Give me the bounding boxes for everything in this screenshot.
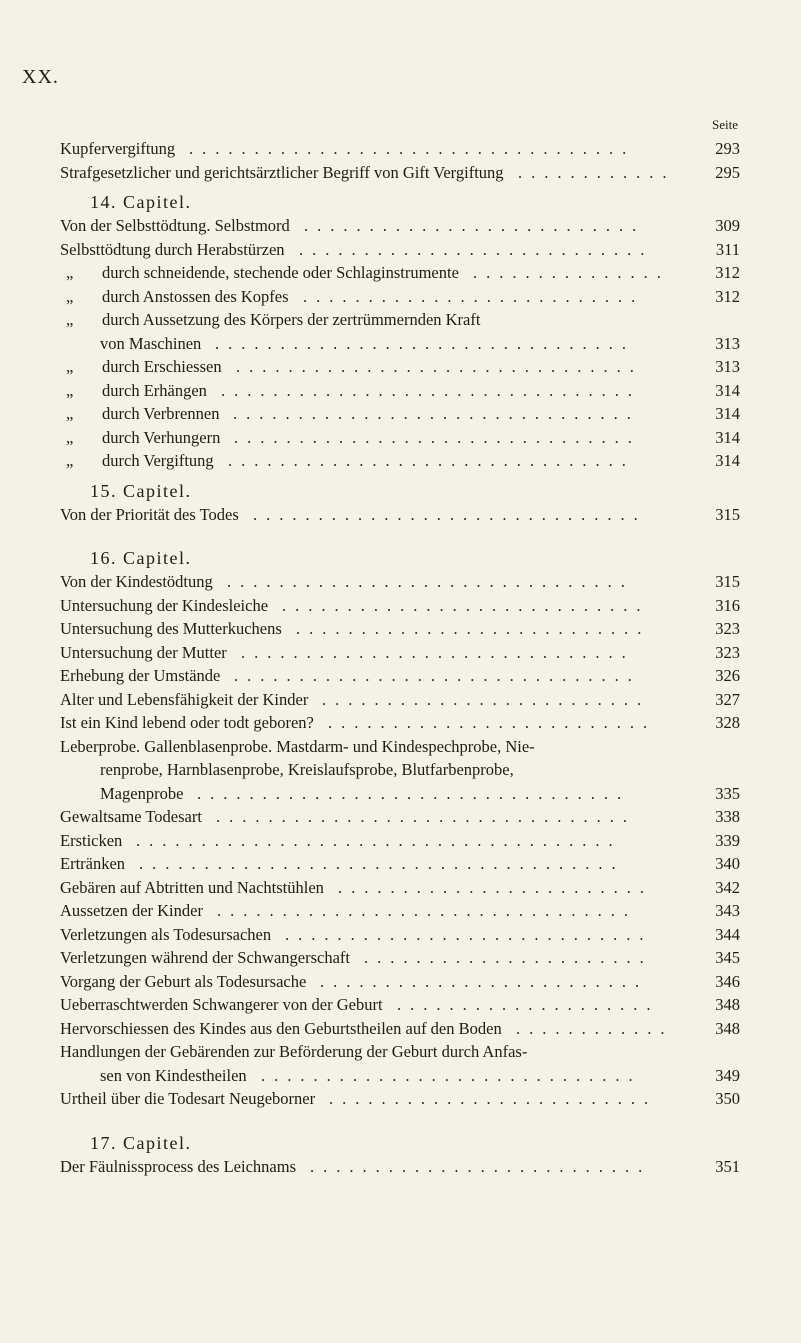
leader-dots: .......................... <box>304 216 646 235</box>
page-number: 312 <box>715 263 740 282</box>
page-number: 351 <box>715 1156 740 1176</box>
leader-dots: ........................... <box>296 619 651 638</box>
chapter-heading <box>60 474 740 504</box>
ditto-mark: „ <box>66 404 74 423</box>
toc-entry <box>60 1041 740 1065</box>
toc-entry <box>60 239 740 263</box>
toc-entry <box>60 450 740 474</box>
leader-dots: .............................. <box>241 642 635 662</box>
entry-title: Untersuchung des Mutterkuchens <box>60 619 282 638</box>
toc-entry <box>60 877 740 901</box>
page-number: 335 <box>715 783 740 803</box>
leader-dots: ..................................... <box>139 854 625 873</box>
chapter-title: 15. Capitel. <box>90 480 192 501</box>
toc-entry <box>60 595 740 619</box>
entry-title: Handlungen der Gebärenden zur Beförderung der Geburt durch Anfas- <box>60 1042 528 1061</box>
entry-title: durch schneidende, stechende oder Schlaginstrumente <box>102 263 459 282</box>
leader-dots: ......................... <box>328 713 657 732</box>
chapter-heading <box>60 185 740 215</box>
entry-title: von Maschinen <box>100 333 202 353</box>
chapter-title: 17. Capitel. <box>90 1132 192 1153</box>
page-number: 316 <box>715 595 740 615</box>
leader-dots: ............................ <box>282 595 650 615</box>
entry-title: Von der Selbsttödtung. Selbstmord <box>60 216 290 235</box>
toc-entry <box>60 642 740 666</box>
leader-dots: ...................... <box>364 948 653 967</box>
toc-entry <box>60 853 740 877</box>
toc-entry <box>60 736 740 760</box>
toc-entry <box>60 947 740 971</box>
entry-title: Leberprobe. Gallenblasenprobe. Mastdarm- und Kindespechprobe, Nie- <box>60 736 535 756</box>
page-number: 313 <box>715 333 740 353</box>
page-number: 293 <box>715 139 740 158</box>
leader-dots: ................................ <box>217 901 637 920</box>
toc-entry <box>60 162 740 186</box>
toc-entry <box>60 504 740 528</box>
entry-title: Verletzungen als Todesursachen <box>60 924 272 944</box>
leader-dots: ................................ <box>215 333 635 353</box>
page-number: 314 <box>715 404 740 423</box>
entry-title: Verletzungen während der Schwangerschaft <box>60 948 350 967</box>
toc-entry <box>60 262 740 286</box>
leader-dots: .......................... <box>310 1156 652 1176</box>
leader-dots: ............................... <box>234 427 641 447</box>
leader-dots: .................... <box>397 995 660 1014</box>
page-number: 323 <box>715 642 740 662</box>
entry-title: Von der Kindestödtung <box>60 572 213 591</box>
entry-title: durch Erhängen <box>102 380 207 400</box>
page-number: 344 <box>715 924 740 944</box>
leader-dots: ..................................... <box>136 830 622 850</box>
page-number: 323 <box>715 619 740 638</box>
page-number: 295 <box>715 162 740 182</box>
entry-title: Der Fäulnissprocess des Leichnams <box>60 1156 296 1176</box>
page-number: 326 <box>715 666 740 685</box>
entry-title: durch Verhungern <box>102 427 221 447</box>
entry-title: Urtheil über die Todesart Neugeborner <box>60 1089 316 1108</box>
page-number: 327 <box>715 689 740 709</box>
entry-title: Ertränken <box>60 854 126 873</box>
leader-dots: ............................... <box>228 451 635 470</box>
entry-title: durch Aussetzung des Körpers der zertrümmernden Kraft <box>102 310 481 329</box>
leader-dots: ............................... <box>234 666 641 685</box>
leader-dots: ......................... <box>320 971 649 991</box>
page-number: 349 <box>715 1065 740 1085</box>
toc-entry <box>60 1018 740 1042</box>
page-number: 345 <box>715 948 740 967</box>
toc-entry <box>60 759 740 783</box>
ditto-mark: „ <box>66 451 74 470</box>
entry-title: Selbsttödtung durch Herabstürzen <box>60 239 285 259</box>
entry-title: Gebären auf Abtritten und Nachtstühlen <box>60 877 324 897</box>
spacer <box>60 1112 740 1126</box>
toc-entry <box>60 665 740 689</box>
entry-title: Strafgesetzlicher und gerichtsärztlicher Begriff von Gift Vergiftung <box>60 162 504 182</box>
entry-title: renprobe, Harnblasenprobe, Kreislaufsprobe, Blutfarbenprobe, <box>100 760 514 779</box>
toc-entry <box>60 356 740 380</box>
page-number: 338 <box>715 807 740 826</box>
page-number: 315 <box>715 504 740 524</box>
leader-dots: ................................ <box>216 807 636 826</box>
toc-entry <box>60 1156 740 1180</box>
entry-title: Erhebung der Umstände <box>60 666 221 685</box>
toc-entry <box>60 994 740 1018</box>
page-number: 340 <box>715 854 740 873</box>
page-number: 348 <box>715 995 740 1014</box>
page-number: 314 <box>715 451 740 470</box>
toc-entry <box>60 286 740 310</box>
entry-title: Hervorschiessen des Kindes aus den Geburtstheilen auf den Boden <box>60 1018 502 1038</box>
leader-dots: ......................... <box>329 1089 658 1108</box>
leader-dots: ........................ <box>338 877 653 897</box>
ditto-mark: „ <box>66 357 74 376</box>
entry-title: Magenprobe <box>100 783 184 803</box>
page-number: 343 <box>715 901 740 920</box>
leader-dots: ................................ <box>221 380 641 400</box>
chapter-heading <box>60 541 740 571</box>
toc-entry <box>60 830 740 854</box>
ditto-mark: „ <box>66 310 74 329</box>
page-number: 312 <box>715 286 740 306</box>
ditto-mark: „ <box>66 427 74 447</box>
leader-dots: .......................... <box>303 286 645 306</box>
leader-dots: ............................ <box>285 924 653 944</box>
toc-entry <box>60 618 740 642</box>
toc-entry <box>60 924 740 948</box>
entry-title: durch Vergiftung <box>102 451 214 470</box>
page-number: 315 <box>715 572 740 591</box>
toc-entry <box>60 571 740 595</box>
ditto-mark: „ <box>66 380 74 400</box>
entry-title: durch Erschiessen <box>102 357 222 376</box>
leader-dots: ............ <box>516 1018 674 1038</box>
toc-entry <box>60 1065 740 1089</box>
toc-entry <box>60 783 740 807</box>
toc-entry <box>60 689 740 713</box>
entry-title: Aussetzen der Kinder <box>60 901 203 920</box>
leader-dots: ............................. <box>261 1065 642 1085</box>
leader-dots: .................................. <box>189 139 636 158</box>
toc-entry <box>60 806 740 830</box>
entry-title: sen von Kindestheilen <box>100 1065 247 1085</box>
toc-entry <box>60 427 740 451</box>
page-number: 342 <box>715 877 740 897</box>
page-header: XX. <box>22 66 59 88</box>
page-number: 313 <box>715 357 740 376</box>
page-number: 346 <box>715 971 740 991</box>
leader-dots: ............................... <box>233 404 640 423</box>
page-number: 314 <box>715 427 740 447</box>
entry-title: Ueberraschtwerden Schwangerer von der Geburt <box>60 995 383 1014</box>
leader-dots: ............................... <box>227 572 634 591</box>
page-number: 309 <box>715 216 740 235</box>
entry-title: durch Anstossen des Kopfes <box>102 286 289 306</box>
page-number: 348 <box>715 1018 740 1038</box>
entry-title: Ist ein Kind lebend oder todt geboren? <box>60 713 314 732</box>
entry-title: Vorgang der Geburt als Todesursache <box>60 971 307 991</box>
toc-entry <box>60 309 740 333</box>
entry-title: Gewaltsame Todesart <box>60 807 202 826</box>
leader-dots: ............... <box>473 263 670 282</box>
ditto-mark: „ <box>66 286 74 306</box>
page-number: 314 <box>715 380 740 400</box>
chapter-title: 14. Capitel. <box>90 192 192 212</box>
leader-dots: ................................. <box>197 783 631 803</box>
entry-title: Ersticken <box>60 830 123 850</box>
entry-title: Kupfervergiftung <box>60 139 176 158</box>
chapter-heading <box>60 1126 740 1156</box>
page-column-label: Seite <box>712 117 738 132</box>
entry-title: Untersuchung der Mutter <box>60 642 227 662</box>
leader-dots: ........................... <box>299 239 654 259</box>
toc-entry <box>60 138 740 162</box>
toc-entry <box>60 900 740 924</box>
toc-entry <box>60 380 740 404</box>
toc-entry <box>60 215 740 239</box>
chapter-title: 16. Capitel. <box>90 548 192 568</box>
toc-entry <box>60 333 740 357</box>
page-number: 339 <box>715 830 740 850</box>
leader-dots: ............................... <box>236 357 643 376</box>
entry-title: Von der Priorität des Todes <box>60 504 239 524</box>
page-number: 311 <box>715 239 740 259</box>
table-of-contents <box>60 138 740 1179</box>
ditto-mark: „ <box>66 263 74 282</box>
entry-title: Alter und Lebensfähigkeit der Kinder <box>60 689 309 709</box>
spacer <box>60 527 740 541</box>
page-number: 328 <box>715 713 740 732</box>
entry-title: Untersuchung der Kindesleiche <box>60 595 269 615</box>
leader-dots: ............ <box>518 162 676 182</box>
toc-entry <box>60 403 740 427</box>
toc-entry <box>60 712 740 736</box>
leader-dots: ......................... <box>322 689 651 709</box>
entry-title: durch Verbrennen <box>102 404 220 423</box>
page-number: 350 <box>715 1089 740 1108</box>
toc-entry <box>60 971 740 995</box>
leader-dots: .............................. <box>253 504 647 524</box>
toc-entry <box>60 1088 740 1112</box>
